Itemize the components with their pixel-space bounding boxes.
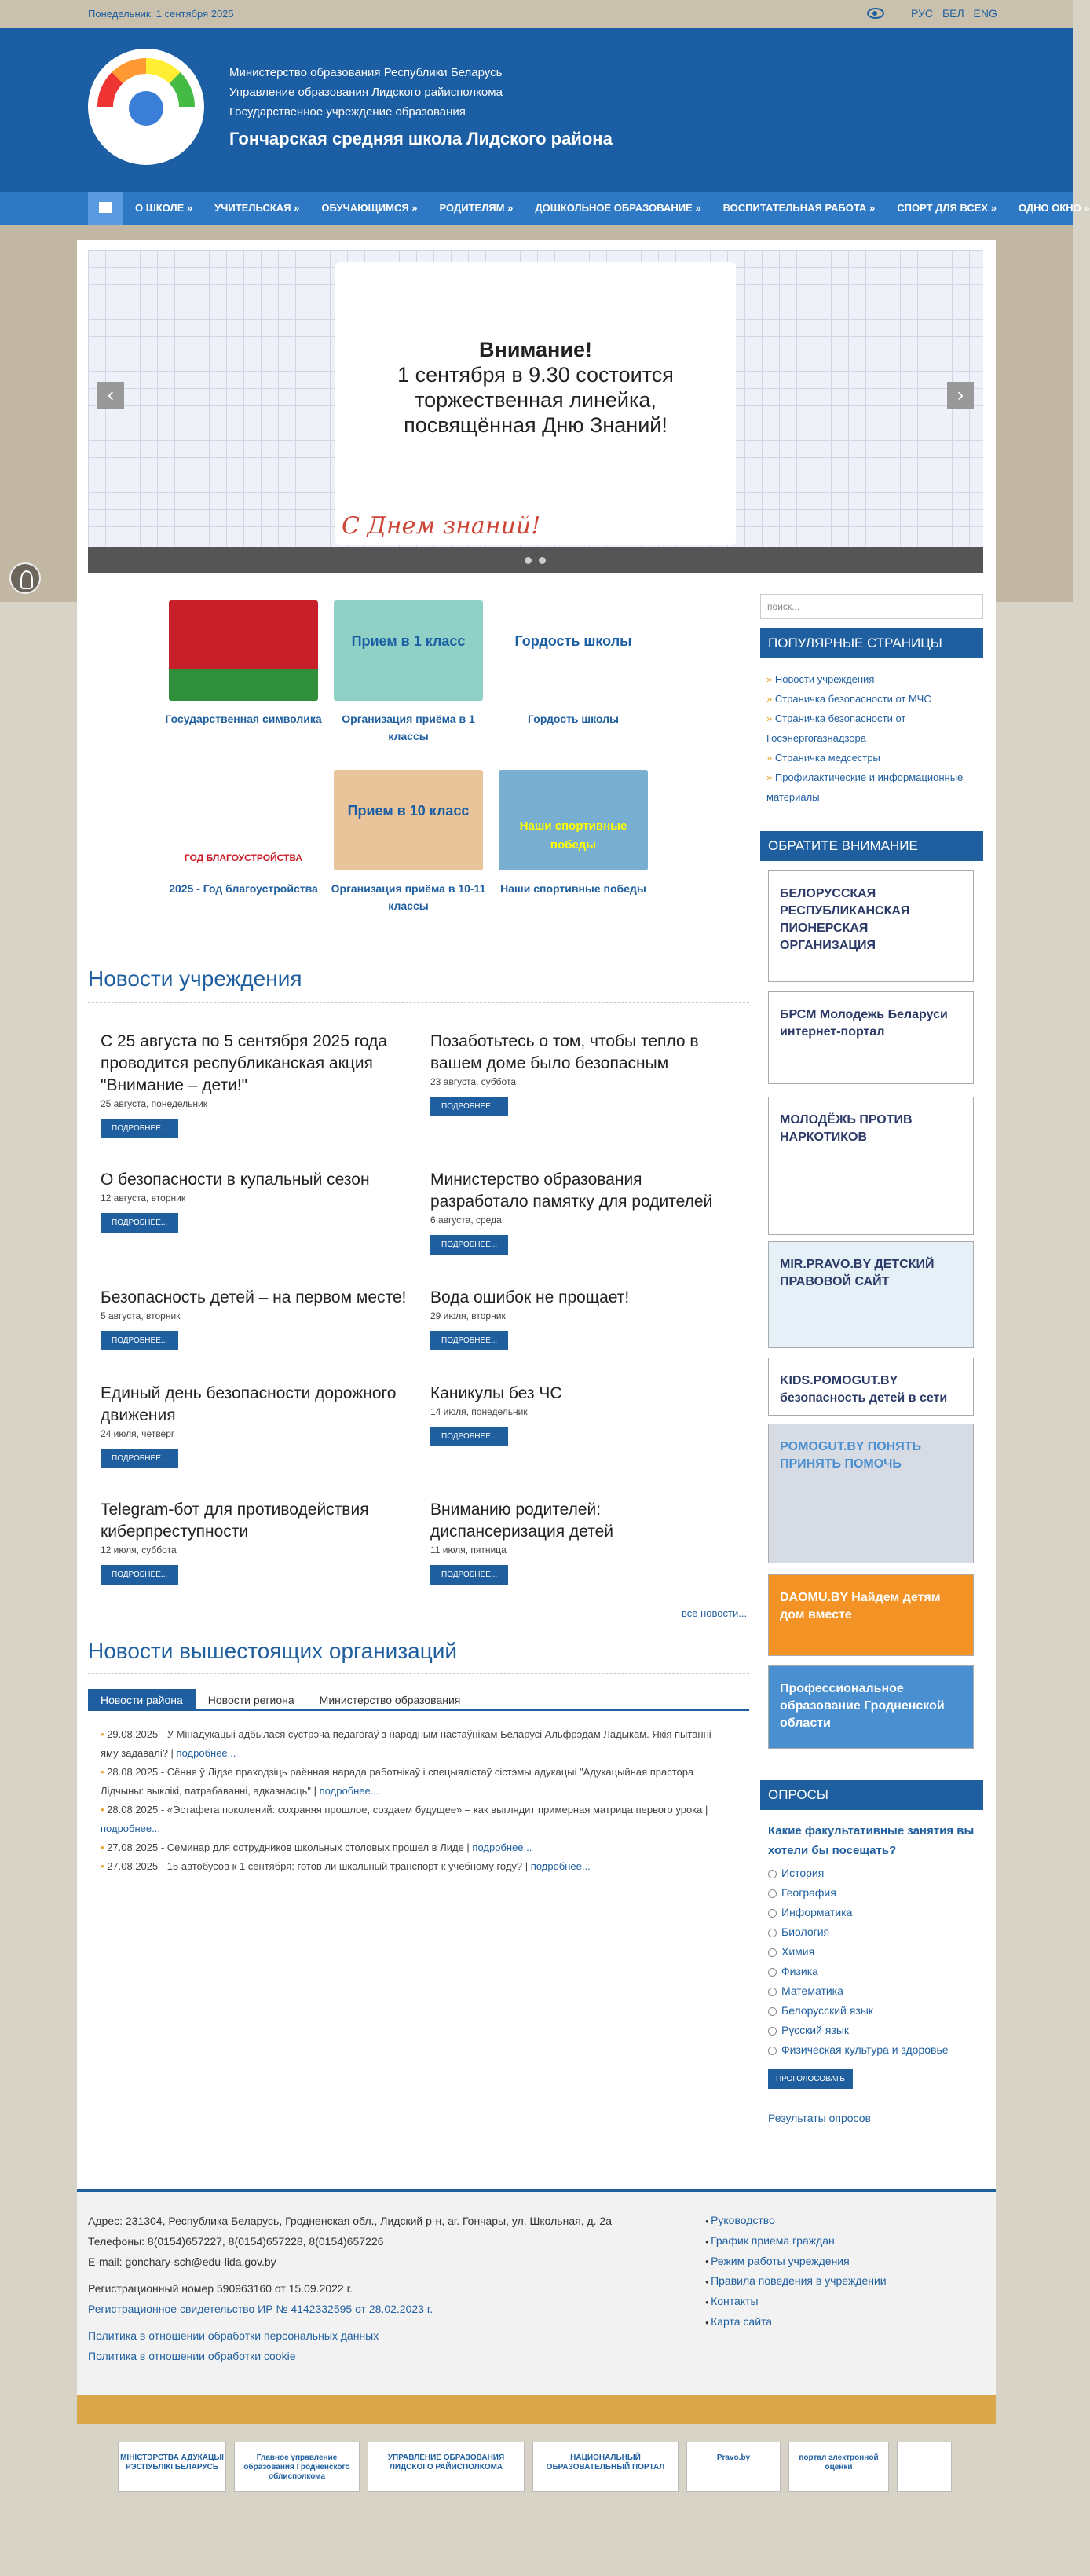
popular-link[interactable] bbox=[766, 748, 977, 768]
globe-icon bbox=[129, 91, 163, 126]
banner-link[interactable] bbox=[768, 1424, 974, 1563]
partner-logo[interactable]: НАЦИОНАЛЬНЫЙ ОБРАЗОВАТЕЛЬНЫЙ ПОРТАЛ bbox=[532, 2442, 679, 2492]
lang-en[interactable]: ENG bbox=[973, 7, 997, 20]
footer-reg-no: Регистрационный номер 590963160 от 15.09.2022 г. bbox=[88, 2282, 353, 2295]
shortcut-item[interactable] bbox=[495, 770, 652, 897]
more-button[interactable]: ПОДРОБНЕЕ... bbox=[430, 1235, 508, 1255]
poll-option[interactable] bbox=[768, 1903, 980, 1922]
footer-contacts bbox=[88, 2211, 612, 2366]
ext-news-more-link[interactable]: подробнее... bbox=[101, 1823, 160, 1834]
ext-news-heading: Новости вышестоящих организаций bbox=[88, 1639, 458, 1663]
banner-link[interactable] bbox=[768, 1574, 974, 1656]
news-item bbox=[101, 1499, 407, 1585]
shortcut-image[interactable] bbox=[499, 770, 648, 870]
slider-next-icon[interactable]: › bbox=[947, 382, 974, 409]
shortcut-image[interactable] bbox=[499, 600, 648, 701]
news-date: 23 августа, суббота bbox=[430, 1076, 517, 1087]
shortcut-image-text: Прием в 10 класс bbox=[347, 803, 470, 819]
news-date: 6 августа, среда bbox=[430, 1215, 502, 1226]
banner-link[interactable] bbox=[768, 1665, 974, 1749]
site-header bbox=[0, 28, 1073, 192]
partner-logo[interactable]: МІНІСТЭРСТВА АДУКАЦЫІ РЭСПУБЛІКІ БЕЛАРУСЬ bbox=[118, 2442, 226, 2492]
accessibility-icon[interactable] bbox=[9, 562, 41, 594]
shortcut-image[interactable] bbox=[169, 770, 318, 870]
more-button[interactable]: ПОДРОБНЕЕ... bbox=[101, 1565, 178, 1585]
poll-option-label: Белорусский язык bbox=[781, 2004, 873, 2017]
shortcut-image[interactable] bbox=[169, 600, 318, 701]
banner-link[interactable] bbox=[768, 870, 974, 982]
shortcut-item[interactable] bbox=[165, 600, 322, 727]
shortcut-label[interactable]: Государственная символика bbox=[165, 713, 322, 725]
news-date: 14 июля, понедельник bbox=[430, 1406, 528, 1417]
nav-students[interactable]: ОБУЧАЮЩИМСЯ » bbox=[321, 202, 418, 214]
news-item bbox=[430, 1287, 737, 1350]
more-button[interactable]: ПОДРОБНЕЕ... bbox=[101, 1449, 178, 1468]
shortcut-image-text: Наши спортивные победы bbox=[519, 819, 627, 852]
footer-link-text[interactable]: Карта сайта bbox=[711, 2314, 773, 2328]
slide-text bbox=[335, 337, 736, 438]
shortcut-item[interactable] bbox=[165, 770, 322, 897]
more-button[interactable]: ПОДРОБНЕЕ... bbox=[430, 1427, 508, 1446]
popular-link-text[interactable]: Страничка безопасности от МЧС bbox=[774, 693, 931, 705]
ext-news-more-link[interactable]: подробнее... bbox=[472, 1841, 532, 1853]
footer-link[interactable] bbox=[705, 2271, 887, 2292]
slider-dot[interactable] bbox=[525, 557, 532, 564]
poll-option-label: Информатика bbox=[781, 1906, 853, 1918]
news-heading: Новости учреждения bbox=[88, 966, 302, 991]
footer-links bbox=[705, 2211, 887, 2332]
nav-parents[interactable]: РОДИТЕЛЯМ » bbox=[439, 202, 514, 214]
popular-link-text[interactable]: Профилактические и информационные материалы bbox=[766, 771, 964, 803]
vote-button[interactable]: ПРОГОЛОСОВАТЬ bbox=[768, 2069, 853, 2089]
popular-link[interactable] bbox=[766, 768, 977, 807]
news-date: 5 августа, вторник bbox=[101, 1310, 181, 1321]
more-button[interactable]: ПОДРОБНЕЕ... bbox=[101, 1119, 178, 1138]
news-date: 29 июля, вторник bbox=[430, 1310, 506, 1321]
nav-preschool[interactable]: ДОШКОЛЬНОЕ ОБРАЗОВАНИЕ » bbox=[535, 202, 701, 214]
shortcut-image-text: ГОД БЛАГОУСТРОЙСТВА bbox=[184, 852, 303, 863]
tab-region[interactable]: Новости региона bbox=[207, 1694, 294, 1706]
poll-option[interactable] bbox=[768, 1981, 980, 2001]
shortcut-item[interactable] bbox=[330, 770, 487, 914]
footer-link[interactable] bbox=[705, 2211, 887, 2231]
banner-link[interactable] bbox=[768, 991, 974, 1084]
poll-option-label: Химия bbox=[781, 1945, 815, 1958]
footer-link[interactable] bbox=[705, 2312, 887, 2332]
poll-option-label: История bbox=[781, 1867, 825, 1879]
more-button[interactable]: ПОДРОБНЕЕ... bbox=[430, 1565, 508, 1585]
poll-option[interactable] bbox=[768, 2001, 980, 2021]
partner-logo[interactable]: УПРАВЛЕНИЕ ОБРАЗОВАНИЯ ЛИДСКОГО РАЙИСПОЛКОМА bbox=[368, 2442, 525, 2492]
news-date: 12 августа, вторник bbox=[101, 1193, 186, 1204]
partner-logo[interactable]: портал электронной оценки bbox=[788, 2442, 889, 2492]
poll-option[interactable] bbox=[768, 1922, 980, 1942]
nav-about[interactable]: О ШКОЛЕ » bbox=[135, 202, 193, 214]
banner-link[interactable] bbox=[768, 1241, 974, 1348]
radio-icon[interactable] bbox=[768, 1948, 777, 1957]
news-title[interactable]: О безопасности в купальный сезон bbox=[101, 1171, 370, 1189]
popular-link-text[interactable]: Страничка медсестры bbox=[774, 752, 880, 764]
site-footer bbox=[77, 2189, 996, 2396]
tab-ministry[interactable]: Министерство образования bbox=[319, 1694, 461, 1706]
poll-option[interactable] bbox=[768, 1883, 980, 1903]
footer-email: E-mail: gonchary-sch@edu-lida.gov.by bbox=[88, 2255, 276, 2268]
poll-option[interactable] bbox=[768, 1942, 980, 1962]
privacy-policy-link[interactable]: Политика в отношении обработки персональных данных bbox=[88, 2329, 379, 2342]
news-title[interactable]: Безопасность детей – на первом месте! bbox=[101, 1288, 407, 1306]
tab-district[interactable]: Новости района bbox=[88, 1689, 196, 1709]
poll-option[interactable] bbox=[768, 2021, 980, 2040]
slide-text-line: торжественная линейка, bbox=[415, 388, 657, 412]
shortcut-label[interactable]: 2025 - Год благоустройства bbox=[169, 882, 318, 895]
footer-address: Адрес: 231304, Республика Беларусь, Гродненская обл., Лидский р-н, аг. Гончары, ул. Школьная, д. 2а bbox=[88, 2215, 612, 2227]
slide-text-line: 1 сентября в 9.30 состоится bbox=[397, 363, 674, 387]
poll-option-label: Биология bbox=[781, 1926, 830, 1938]
header-org-lines bbox=[229, 63, 503, 122]
shortcut-item[interactable] bbox=[495, 600, 652, 727]
image-slider bbox=[88, 250, 983, 573]
popular-link-text[interactable]: Страничка безопасности от Госэнергогазнадзора bbox=[766, 713, 906, 744]
poll-question: Какие факультативные занятия вы хотели бы посещать? bbox=[768, 1824, 975, 1857]
banner-text: MIR.PRAVO.BY ДЕТСКИЙ ПРАВОВОЙ САЙТ bbox=[780, 1258, 935, 1288]
shortcut-image[interactable] bbox=[334, 770, 483, 870]
shortcut-label[interactable]: Организация приёма в 10-11 классы bbox=[331, 882, 486, 912]
partner-logo[interactable]: Главное управление образования Гродненского облисполкома bbox=[234, 2442, 360, 2492]
all-news-link[interactable]: все новости... bbox=[682, 1607, 748, 1619]
poll-option-label: Математика bbox=[781, 1984, 843, 1997]
nav-sport[interactable]: СПОРТ ДЛЯ ВСЕХ » bbox=[897, 202, 997, 214]
ext-news-tabs bbox=[88, 1689, 749, 1711]
banner-text: KIDS.POMOGUT.BY безопасность детей в сети bbox=[780, 1374, 948, 1405]
current-date: Понедельник, 1 сентября 2025 bbox=[88, 8, 234, 20]
poll-option-label: Русский язык bbox=[781, 2024, 850, 2036]
popular-link-text[interactable]: Новости учреждения bbox=[774, 673, 875, 685]
shortcut-image-text: Прием в 1 класс bbox=[351, 633, 466, 649]
polls-heading: ОПРОСЫ bbox=[760, 1780, 983, 1810]
cookie-policy-link[interactable]: Политика в отношении обработки cookie bbox=[88, 2350, 296, 2362]
footer-link[interactable] bbox=[705, 2252, 887, 2272]
banner-text: МОЛОДЁЖЬ ПРОТИВ НАРКОТИКОВ bbox=[780, 1113, 913, 1144]
shortcut-item[interactable] bbox=[330, 600, 487, 745]
slide-card bbox=[335, 262, 736, 545]
popular-link[interactable] bbox=[766, 689, 977, 709]
partner-logo[interactable]: Pravo.by bbox=[686, 2442, 781, 2492]
ext-news-more-link[interactable]: подробнее... bbox=[530, 1860, 591, 1872]
slider-dot[interactable] bbox=[539, 557, 546, 564]
footer-phones: Телефоны: 8(0154)657227, 8(0154)657228, 8(0154)657226 bbox=[88, 2235, 384, 2248]
popular-list bbox=[766, 669, 977, 807]
poll-option[interactable] bbox=[768, 2040, 980, 2060]
news-item bbox=[430, 1383, 737, 1446]
footer-band bbox=[77, 2395, 996, 2424]
news-item bbox=[101, 1383, 407, 1468]
banner-text: БРСМ Молодежь Беларуси интернет-портал bbox=[780, 1008, 948, 1039]
news-title[interactable]: Вода ошибок не прощает! bbox=[430, 1288, 630, 1306]
banner-link[interactable] bbox=[768, 1358, 974, 1416]
slide-signature: С Днем знаний! bbox=[342, 512, 541, 540]
news-date: 24 июля, четверг bbox=[101, 1428, 175, 1439]
department-line: Управление образования Лидского райисполкома bbox=[229, 86, 503, 99]
more-button[interactable]: ПОДРОБНЕЕ... bbox=[101, 1331, 178, 1350]
banner-text: БЕЛОРУССКАЯ РЕСПУБЛИКАНСКАЯ ПИОНЕРСКАЯ ОРГАНИЗАЦИЯ bbox=[780, 887, 910, 952]
nav-teachers[interactable]: УЧИТЕЛЬСКАЯ » bbox=[214, 202, 300, 214]
radio-icon[interactable] bbox=[768, 2027, 777, 2036]
search-input[interactable]: поиск... bbox=[760, 594, 983, 619]
news-title[interactable]: Единый день безопасности дорожного движения bbox=[101, 1384, 397, 1424]
footer-link-text[interactable]: Режим работы учреждения bbox=[711, 2254, 850, 2267]
nav-one-window[interactable]: ОДНО ОКНО » bbox=[1018, 202, 1090, 214]
poll-results-link[interactable]: Результаты опросов bbox=[768, 2112, 871, 2124]
accessibility-eye-icon[interactable] bbox=[867, 8, 884, 19]
language-switcher bbox=[911, 7, 1004, 20]
poll-option[interactable] bbox=[768, 1863, 980, 1883]
ext-news-item: • 29.08.2025 - У Мінадукацыі адбылася сустрэча педагогаў з народным настаўнікам Беларусі Альфрэдам Ладыкам. Якія пытанні яму задавалі? | подробнее... bbox=[101, 1725, 729, 1763]
main-nav bbox=[0, 192, 1090, 225]
news-date: 12 июля, суббота bbox=[101, 1545, 177, 1555]
banner-text: POMOGUT.BY ПОНЯТЬ ПРИНЯТЬ ПОМОЧЬ bbox=[780, 1440, 921, 1471]
shortcut-label[interactable]: Гордость школы bbox=[528, 713, 619, 725]
popular-link[interactable] bbox=[766, 669, 977, 689]
banner-text: DAOMU.BY Найдем детям дом вместе bbox=[780, 1591, 941, 1621]
shortcut-label[interactable]: Наши спортивные победы bbox=[500, 882, 646, 895]
banner-text: Профессиональное образование Гродненской области bbox=[780, 1682, 945, 1730]
banner-link[interactable] bbox=[768, 1097, 974, 1235]
poll-form bbox=[768, 1821, 980, 2089]
nav-upbringing[interactable]: ВОСПИТАТЕЛЬНАЯ РАБОТА » bbox=[722, 202, 876, 214]
radio-icon[interactable] bbox=[768, 2047, 777, 2055]
poll-option-label: Физическая культура и здоровье bbox=[781, 2043, 949, 2056]
attention-heading: ОБРАТИТЕ ВНИМАНИЕ bbox=[760, 831, 983, 861]
news-item bbox=[430, 1169, 737, 1255]
slide-text-line: посвящённая Дню Знаний! bbox=[404, 413, 668, 437]
lang-be[interactable]: БЕЛ bbox=[942, 7, 964, 20]
more-button[interactable]: ПОДРОБНЕЕ... bbox=[101, 1213, 178, 1233]
news-item bbox=[101, 1031, 407, 1138]
ext-news-item: • 27.08.2025 - Семинар для сотрудников школьных столовых прошел в Лиде | подробнее... bbox=[101, 1838, 729, 1857]
news-title[interactable]: Каникулы без ЧС bbox=[430, 1384, 562, 1402]
ext-news-list bbox=[101, 1725, 729, 1876]
news-item bbox=[430, 1031, 737, 1116]
ministry-line: Министерство образования Республики Беларусь bbox=[229, 66, 503, 79]
lang-ru[interactable]: РУС bbox=[911, 7, 934, 20]
slide-text-line: Внимание! bbox=[479, 338, 592, 361]
news-item bbox=[101, 1287, 407, 1350]
shortcut-label[interactable]: Организация приёма в 1 классы bbox=[342, 713, 475, 742]
school-title[interactable]: Гончарская средняя школа Лидского района bbox=[229, 129, 613, 148]
slider-pager bbox=[88, 547, 983, 573]
school-logo[interactable] bbox=[88, 49, 204, 165]
poll-option-label: География bbox=[781, 1886, 836, 1899]
ext-news-item: • 28.08.2025 - «Эстафета поколений: сохраняя прошлое, создаем будущее» – как выглядит примерная матрица первого урока | подробнее... bbox=[101, 1801, 729, 1838]
radio-icon[interactable] bbox=[768, 1909, 777, 1918]
top-bar bbox=[0, 0, 1073, 28]
news-title[interactable]: С 25 августа по 5 сентября 2025 года проводится республиканская акция "Внимание – дети!" bbox=[101, 1032, 388, 1094]
news-item bbox=[430, 1499, 737, 1585]
more-button[interactable]: ПОДРОБНЕЕ... bbox=[430, 1331, 508, 1350]
more-button[interactable]: ПОДРОБНЕЕ... bbox=[430, 1097, 508, 1116]
ext-news-item: • 27.08.2025 - 15 автобусов к 1 сентября: готов ли школьный транспорт к учебному году? | подробнее... bbox=[101, 1857, 729, 1876]
footer-certificate-link[interactable]: Регистрационное свидетельство ИР № 4142332595 от 28.02.2023 г. bbox=[88, 2303, 433, 2315]
poll-option[interactable] bbox=[768, 1962, 980, 1981]
news-item bbox=[101, 1169, 407, 1233]
institution-line: Государственное учреждение образования bbox=[229, 105, 466, 119]
home-button[interactable] bbox=[88, 192, 123, 225]
shortcut-image[interactable] bbox=[334, 600, 483, 701]
poll-option-label: Физика bbox=[781, 1965, 818, 1977]
footer-link-text[interactable]: Правила поведения в учреждении bbox=[711, 2274, 887, 2288]
news-date: 11 июля, пятница bbox=[430, 1545, 507, 1555]
footer-link-text[interactable]: Контакты bbox=[711, 2295, 759, 2308]
home-icon bbox=[99, 202, 112, 213]
footer-link-text[interactable]: График приема граждан bbox=[711, 2233, 835, 2247]
news-title[interactable]: Telegram-бот для противодействия киберпреступности bbox=[101, 1501, 369, 1541]
popular-link[interactable] bbox=[766, 709, 977, 748]
news-title[interactable]: Вниманию родителей: диспансеризация детей bbox=[430, 1501, 614, 1541]
ext-news-more-link[interactable]: подробнее... bbox=[176, 1747, 236, 1759]
footer-link[interactable] bbox=[705, 2231, 887, 2252]
partner-logo[interactable] bbox=[897, 2442, 952, 2492]
news-title[interactable]: Позаботьтесь о том, чтобы тепло в вашем доме было безопасным bbox=[430, 1032, 699, 1072]
poll-options bbox=[768, 1863, 980, 2060]
footer-link[interactable] bbox=[705, 2292, 887, 2312]
ext-news-more-link[interactable]: подробнее... bbox=[319, 1785, 379, 1797]
radio-icon[interactable] bbox=[768, 2007, 777, 2016]
radio-icon[interactable] bbox=[768, 1929, 777, 1937]
radio-icon[interactable] bbox=[768, 1988, 777, 1996]
footer-link-text[interactable]: Руководство bbox=[711, 2214, 775, 2226]
news-title[interactable]: Министерство образования разработало памятку для родителей bbox=[430, 1171, 713, 1211]
ext-news-item: • 28.08.2025 - Сёння ў Лідзе праходзіць раённая нарада работнікаў і спецыялістаў сістэмы адукацыі "Адукацыйная прастора Лідчыны: выклікі, патрабаванні, адказнасць" | подробнее... bbox=[101, 1763, 729, 1801]
partner-logos bbox=[118, 2442, 958, 2492]
radio-icon[interactable] bbox=[768, 1889, 777, 1898]
news-date: 25 августа, понедельник bbox=[101, 1098, 207, 1109]
radio-icon[interactable] bbox=[768, 1870, 777, 1878]
slider-prev-icon[interactable]: ‹ bbox=[97, 382, 124, 409]
popular-heading: ПОПУЛЯРНЫЕ СТРАНИЦЫ bbox=[760, 628, 983, 658]
shortcut-image-text: Гордость школы bbox=[514, 633, 632, 649]
radio-icon[interactable] bbox=[768, 1968, 777, 1977]
